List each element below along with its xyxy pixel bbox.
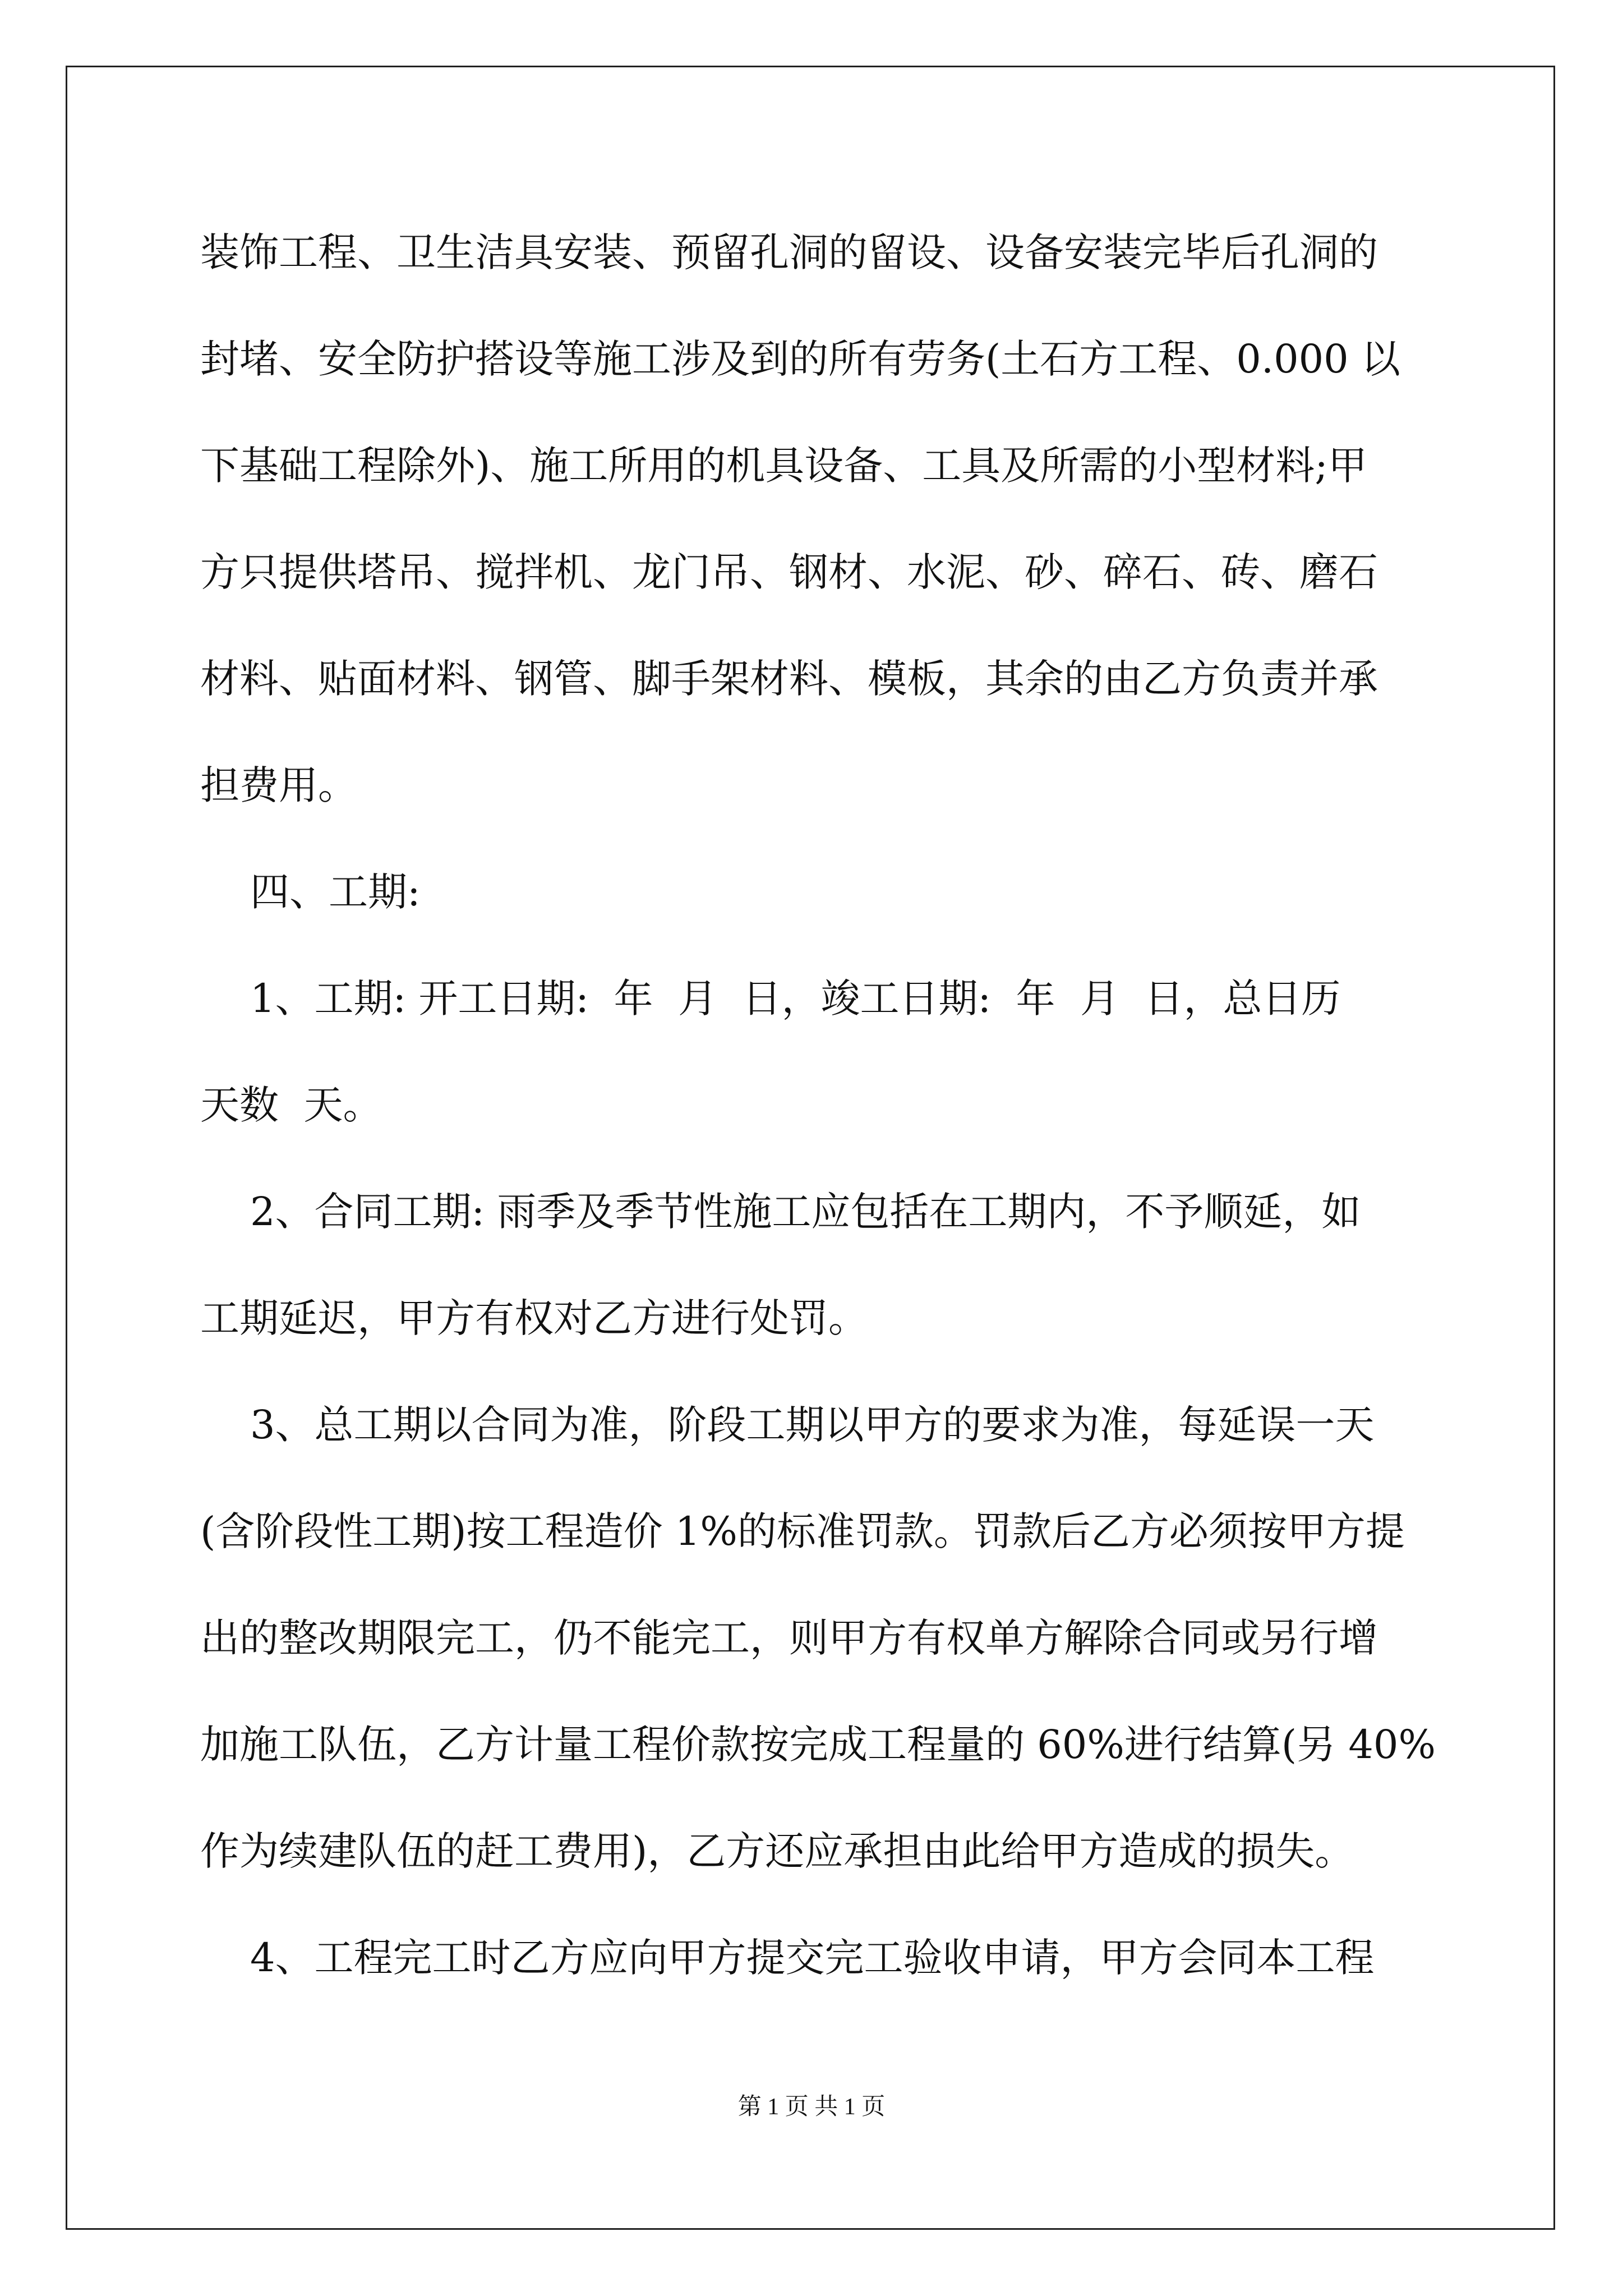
section-heading: 四、工期: (200, 869, 421, 915)
text-line-13: (含阶段性工期)按工程造价 1%的标准罚款。罚款后乙方必须按甲方提 (200, 1508, 1405, 1554)
text-line-14: 出的整改期限完工，仍不能完工，则甲方有权单方解除合同或另行增 (200, 1615, 1378, 1661)
text-line-17: 4、工程完工时乙方应向甲方提交完工验收申请，甲方会同本工程 (200, 1935, 1375, 1981)
text-line-16: 作为续建队伍的赶工费用)，乙方还应承担由此给甲方造成的损失。 (200, 1828, 1354, 1874)
text-line-5: 材料、贴面材料、钢管、脚手架材料、模板，其余的由乙方负责并承 (200, 656, 1378, 702)
text-line-3: 下基础工程除外)、施工所用的机具设备、工具及所需的小型材料;甲 (200, 443, 1367, 489)
page-footer: 第 1 页 共 1 页 (737, 2094, 886, 2120)
text-line-8: 1、工期: 开工日期: 年 月 日，竣工日期: 年 月 日，总日历 (200, 976, 1341, 1022)
page-border (66, 66, 1555, 2230)
text-line-9: 天数 天。 (200, 1082, 382, 1128)
text-line-6: 担费用。 (200, 762, 357, 808)
text-line-10: 2、合同工期: 雨季及季节性施工应包括在工期内，不予顺延，如 (200, 1189, 1361, 1235)
text-line-11: 工期延迟，甲方有权对乙方进行处罚。 (200, 1295, 868, 1341)
text-line-15: 加施工队伍，乙方计量工程价款按完成工程量的 60%进行结算(另 40% (200, 1722, 1436, 1768)
text-line-4: 方只提供塔吊、搅拌机、龙门吊、钢材、水泥、砂、碎石、砖、磨石 (200, 549, 1378, 595)
text-line-2: 封堵、安全防护搭设等施工涉及到的所有劳务(土石方工程、0.000 以 (200, 336, 1400, 382)
text-line-12: 3、总工期以合同为准，阶段工期以甲方的要求为准，每延误一天 (200, 1402, 1375, 1448)
text-line-1: 装饰工程、卫生洁具安装、预留孔洞的留设、设备安装完毕后孔洞的 (200, 229, 1378, 275)
